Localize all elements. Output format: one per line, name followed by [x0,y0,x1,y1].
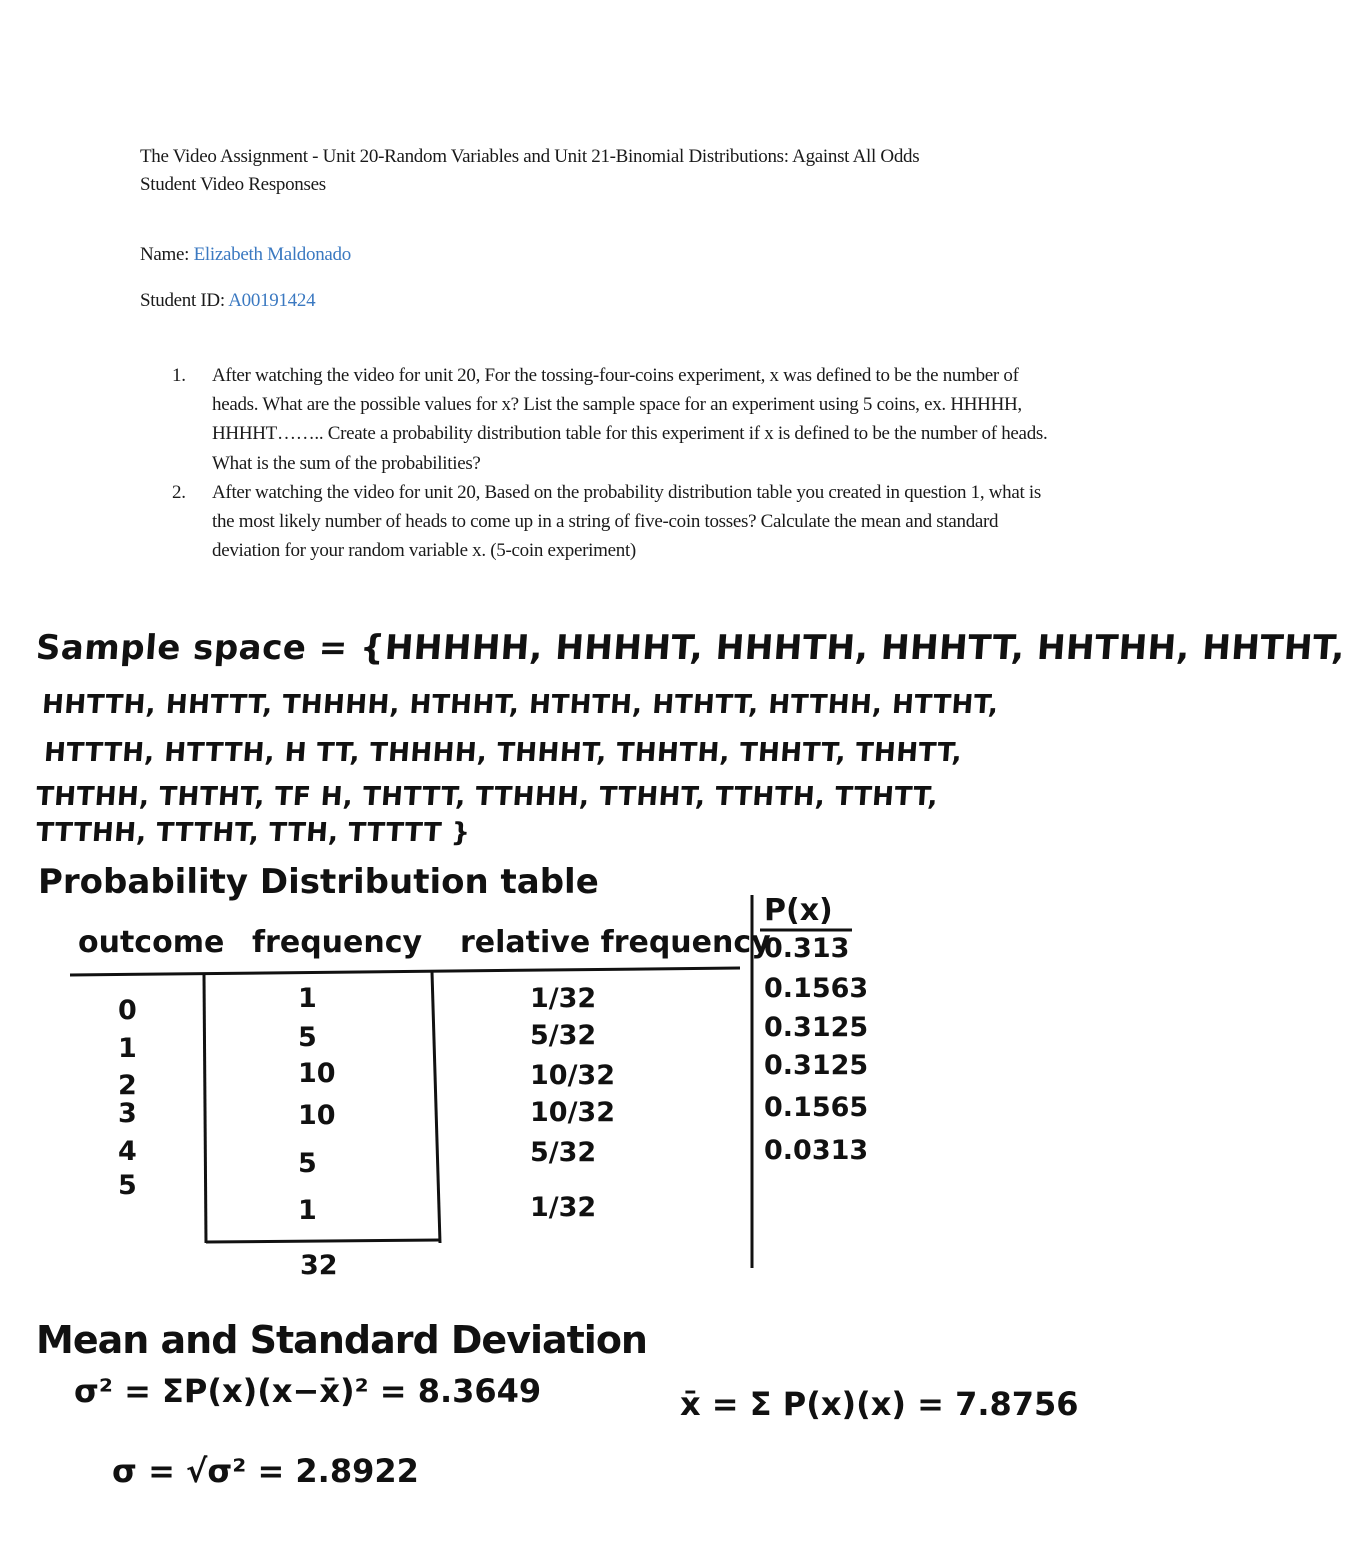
outcome-header: outcome [78,925,225,960]
frequency-cell: 10 [298,1058,336,1089]
student-id-label: Student ID: [140,290,229,311]
px-cell: 0.1563 [764,973,869,1004]
outcome-cell: 3 [118,1098,137,1129]
px-cell: 0.3125 [764,1050,869,1081]
student-id-value: A00191424 [228,290,316,311]
frequency-header: frequency [252,925,423,960]
frequency-cell: 5 [298,1022,317,1053]
frequency-total-line [206,1240,440,1242]
sample-space-line: THTHH, THTHT, TF H, THTTT, TTHHH, TTHHT, TTHTH, TTHTT, [34,782,940,812]
sample-space-line: TTTHH, TTTHT, TTH, TTTTT } [34,818,472,848]
relative-frequency-cell: 1/32 [530,1192,597,1223]
frequency-cell: 10 [298,1100,336,1131]
frequency-right-border [432,972,440,1243]
px-cell: 0.313 [764,933,850,964]
question-text: After watching the video for unit 20, For the tossing-four-coins experiment, x was defined to be the number of heads. What are the possible values for x? List the sample space for an experiment using 5 coins, ex. HHHHH, HHHHT…….. Create a probability distribution table for this experiment if x is defined to be the number of heads. What is the sum of the probabilities? [212,365,1048,474]
relative-frequency-cell: 10/32 [530,1060,616,1091]
assignment-title: The Video Assignment - Unit 20-Random Variables and Unit 21-Binomial Distributions: Against All Odds [140,146,920,167]
frequency-total: 32 [300,1250,338,1281]
relative-frequency-cell: 5/32 [530,1020,597,1051]
relative-frequency-cell: 5/32 [530,1137,597,1168]
sample-space-line: HHTTH, HHTTT, THHHH, HTHHT, HTHTH, HTHTT, HTTHH, HTTHT, [40,690,1000,720]
px-cell: 0.1565 [764,1092,869,1123]
student-id-field [140,287,315,315]
question-number: 2. [172,481,186,503]
name-value: Elizabeth Maldonado [193,244,351,265]
question-item [172,478,1052,566]
mean-sd-title: Mean and Standard Deviation [36,1318,647,1362]
sd-formula: σ = √σ² = 2.8922 [112,1452,419,1490]
outcome-cell: 2 [118,1070,137,1101]
question-text: After watching the video for unit 20, Based on the probability distribution table you created in question 1, what is the most likely number of heads to come up in a string of five-coin tosses? Calculate the mean and standard deviation for your random variable x. (5-coin experiment) [212,481,1041,562]
mean-formula: x̄ = Σ P(x)(x) = 7.8756 [680,1385,1079,1423]
frequency-cell: 1 [298,1195,317,1226]
name-label: Name: [140,244,194,265]
document-header [140,143,1100,199]
sample-space-line: HTTTH, HTTTH, H TT, THHHH, THHHT, THHTH, THHTT, THHTT, [42,738,964,768]
distribution-table-title: Probability Distribution table [38,862,599,902]
header-underline [70,968,740,975]
question-list [172,361,1052,565]
question-number: 1. [172,365,186,386]
relative-frequency-cell: 10/32 [530,1097,616,1128]
frequency-left-border [204,975,206,1243]
outcome-cell: 0 [118,995,137,1026]
assignment-subtitle: Student Video Responses [140,174,326,195]
frequency-cell: 5 [298,1148,317,1179]
variance-formula: σ² = ΣP(x)(x−x̄)² = 8.3649 [74,1372,542,1410]
sample-space-line: Sample space = {HHHHH, HHHHT, HHHTH, HHHTT, HHTHH, HHTHT, [34,628,1346,668]
px-cell: 0.0313 [764,1135,869,1166]
px-cell: 0.3125 [764,1012,869,1043]
outcome-cell: 4 [118,1136,137,1167]
relative-frequency-cell: 1/32 [530,983,597,1014]
name-field [140,241,351,269]
outcome-cell: 1 [118,1033,137,1064]
question-item [172,361,1052,478]
outcome-cell: 5 [118,1170,137,1201]
frequency-cell: 1 [298,983,317,1014]
relative-frequency-header: relative frequency [460,925,771,960]
px-header: P(x) [764,893,833,928]
